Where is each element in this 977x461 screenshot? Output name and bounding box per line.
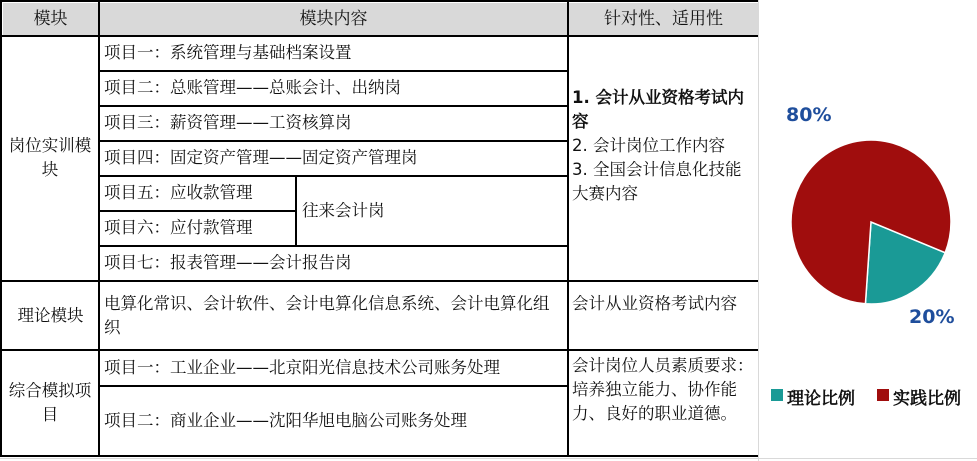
legend-label-practice: 实践比例	[893, 389, 961, 409]
applicability-line-1: 1. 会计从业资格考试内容	[572, 88, 744, 131]
legend-label-theory: 理论比例	[787, 389, 855, 409]
table-border	[0, 35, 758, 37]
pie-label-theory: 20%	[909, 306, 955, 328]
theory-content: 电算化常识、会计软件、会计电算化信息系统、会计电算化组织	[104, 294, 550, 337]
shared-role: 往来会计岗	[302, 201, 385, 220]
module-label-theory: 理论模块	[17, 306, 84, 325]
table-border	[99, 140, 568, 142]
item-5: 项目五：应收款管理	[104, 183, 253, 202]
item-1: 项目一：系统管理与基础档案设置	[104, 43, 352, 62]
header-applicability: 针对性、适用性	[604, 9, 723, 29]
table-border	[295, 175, 297, 247]
legend-swatch-theory	[771, 389, 783, 401]
module-label-practice: 岗位实训模块	[8, 136, 92, 179]
item-6: 项目六：应付款管理	[104, 218, 253, 237]
applicability-theory: 会计从业资格考试内容	[572, 294, 737, 313]
applicability-line-3: 3. 全国会计信息化技能大赛内容	[572, 160, 742, 203]
applicability-line-2: 2. 会计岗位工作内容	[572, 136, 725, 155]
table-border	[99, 245, 568, 247]
simulation-item-2: 项目二：商业企业——沈阳华旭电脑公司账务处理	[104, 411, 467, 430]
table-border	[99, 70, 568, 72]
table-border	[99, 210, 296, 212]
table-border	[0, 455, 758, 457]
table-border	[99, 385, 568, 387]
pie-label-practice: 80%	[786, 104, 832, 126]
module-label-simulation: 综合模拟项目	[8, 381, 92, 424]
legend-swatch-practice	[877, 389, 889, 401]
item-3: 项目三：薪资管理——工资核算岗	[104, 113, 352, 132]
header-module: 模块	[33, 9, 68, 29]
table-border	[98, 0, 100, 457]
applicability-practice	[572, 86, 756, 206]
item-7: 项目七：报表管理——会计报告岗	[104, 253, 352, 272]
simulation-item-1: 项目一：工业企业——北京阳光信息技术公司账务处理	[104, 358, 500, 377]
table-border	[0, 0, 758, 2]
item-4: 项目四：固定资产管理——固定资产管理岗	[104, 148, 418, 167]
item-2: 项目二：总账管理——总账会计、出纳岗	[104, 78, 401, 97]
table-border	[0, 0, 2, 457]
applicability-simulation: 会计岗位人员素质要求：培养独立能力、协作能力、良好的职业道德。	[572, 356, 754, 423]
table-border	[99, 175, 568, 177]
table-border	[0, 349, 758, 351]
table-border	[99, 105, 568, 107]
table-border	[567, 0, 569, 457]
header-content: 模块内容	[299, 9, 368, 29]
table-border	[0, 280, 758, 282]
